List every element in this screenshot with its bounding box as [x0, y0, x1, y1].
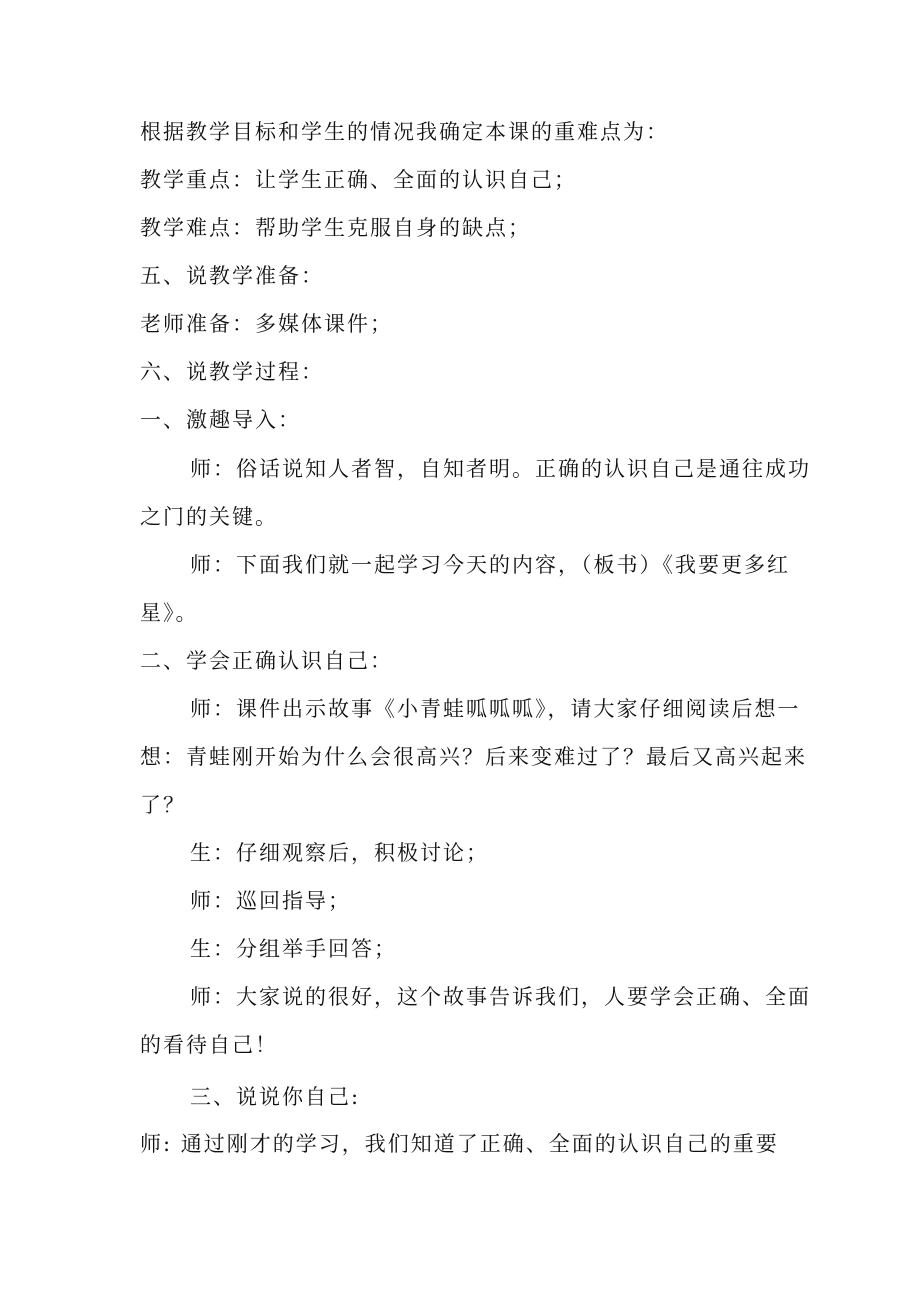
section-heading: 一、激趣导入： — [140, 408, 301, 432]
text-line: 师：巡回指导； — [190, 889, 351, 913]
text-line: 星》。 — [140, 601, 199, 625]
section-heading: 六、说教学过程： — [140, 360, 324, 384]
text-line: 师：大家说的很好，这个故事告诉我们，人要学会正确、全面 — [190, 985, 811, 1009]
text-line: 了？ — [140, 793, 186, 817]
text-line: 根据教学目标和学生的情况我确定本课的重难点为： — [140, 120, 669, 144]
text-line: 老师准备：多媒体课件； — [140, 312, 393, 336]
text-line: 的看待自己！ — [140, 1033, 278, 1057]
text-line: 生：分组举手回答； — [190, 937, 397, 961]
section-heading: 二、学会正确认识自己： — [140, 649, 393, 673]
text-line: 想：青蛙刚开始为什么会很高兴？后来变难过了？最后又高兴起来 — [140, 745, 807, 769]
text-line: 师：俗话说知人者智，自知者明。正确的认识自己是通往成功 — [190, 457, 811, 481]
text-line: 师: 通过刚才的学习，我们知道了正确、全面的认识自己的重要 — [140, 1132, 779, 1156]
text-line: 师：课件出示故事《小青蛙呱呱呱》，请大家仔细阅读后想一 — [190, 697, 801, 721]
section-heading: 三、说说你自己: — [190, 1085, 361, 1109]
text-line: 教学重点：让学生正确、全面的认识自己； — [140, 168, 577, 192]
text-line: 师：下面我们就一起学习今天的内容，（板书）《我要更多红 — [190, 553, 790, 577]
text-line: 生：仔细观察后，积极讨论； — [190, 841, 489, 865]
section-heading: 五、说教学准备： — [140, 264, 324, 288]
text-line: 教学难点：帮助学生克服自身的缺点； — [140, 216, 531, 240]
text-line: 之门的关键。 — [140, 505, 278, 529]
